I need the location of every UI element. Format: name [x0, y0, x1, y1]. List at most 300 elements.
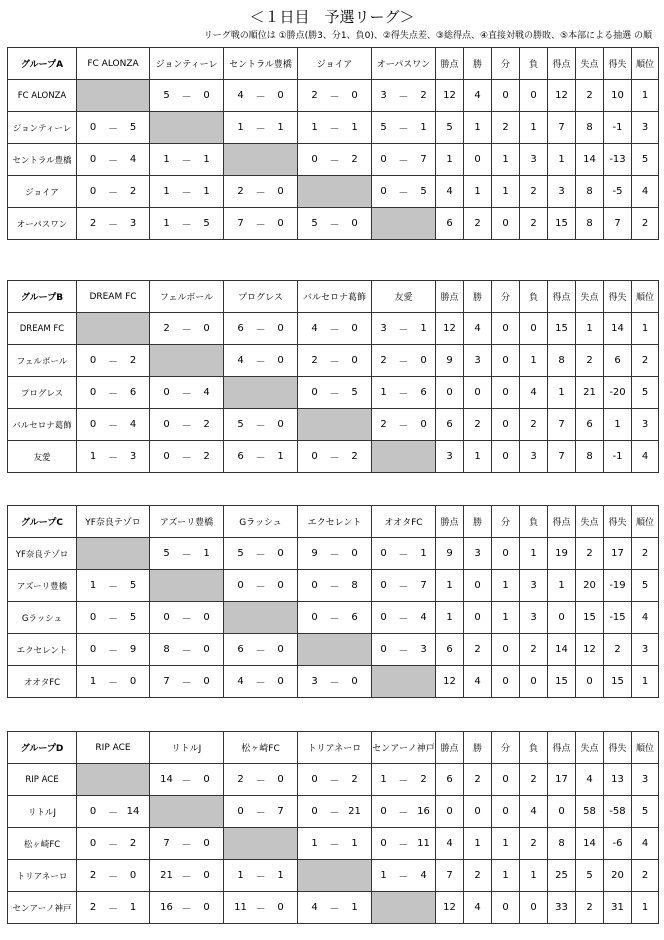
score-dash: － — [255, 124, 266, 135]
goals-for: 2 — [380, 355, 387, 366]
table-row — [8, 80, 659, 112]
goals-against: 0 — [351, 323, 358, 334]
self-match-cell — [150, 796, 224, 828]
stat-value: 1 — [520, 860, 548, 892]
score-dash: － — [398, 389, 409, 400]
goals-against: 2 — [351, 774, 358, 785]
table-row — [8, 796, 659, 828]
score-dash: － — [329, 156, 340, 167]
opponent-header: フェルボール — [150, 281, 224, 313]
goals-for: 0 — [237, 806, 244, 817]
goals-against: 5 — [129, 612, 137, 623]
self-match-cell — [372, 208, 436, 240]
goals-against: 2 — [420, 774, 427, 785]
score-dash: － — [329, 357, 340, 368]
goals-against: 1 — [351, 122, 358, 133]
match-score — [224, 570, 298, 602]
stat-header: 得点 — [548, 732, 576, 764]
match-score — [77, 860, 150, 892]
stat-value: 0 — [492, 892, 520, 924]
goals-against: 0 — [277, 323, 284, 334]
group-name: グループA — [8, 48, 77, 80]
stat-value: 7 — [548, 409, 576, 441]
stat-value: 17 — [604, 538, 632, 570]
match-score — [224, 764, 298, 796]
score-dash: － — [398, 582, 409, 593]
score-dash: － — [398, 124, 409, 135]
league-table-2 — [7, 280, 659, 473]
stat-value: 1 — [436, 602, 464, 634]
stat-value: -1 — [604, 112, 632, 144]
stat-value: 14 — [604, 313, 632, 345]
goals-for: 8 — [163, 644, 170, 655]
stat-value: -20 — [604, 377, 632, 409]
stat-value: 9 — [436, 538, 464, 570]
goals-for: 5 — [380, 122, 387, 133]
score-dash: － — [181, 188, 192, 199]
goals-for: 0 — [311, 612, 318, 623]
table-row — [8, 409, 659, 441]
stat-value: 0 — [492, 345, 520, 377]
goals-against: 14 — [126, 806, 140, 817]
goals-against: 0 — [129, 870, 137, 881]
match-score — [298, 377, 372, 409]
goals-for: 4 — [311, 323, 318, 334]
match-score — [372, 313, 436, 345]
score-dash: － — [398, 357, 409, 368]
stat-value: 15 — [548, 208, 576, 240]
team-name: RIP ACE — [8, 764, 77, 796]
stat-value: 2 — [520, 764, 548, 796]
score-dash: － — [329, 614, 340, 625]
opponent-header: 松ヶ崎FC — [224, 732, 298, 764]
score-dash: － — [329, 904, 340, 915]
score-dash: － — [255, 678, 266, 689]
goals-for: 0 — [89, 154, 97, 165]
team-name: FC ALONZA — [8, 80, 77, 112]
goals-against: 3 — [129, 218, 137, 229]
team-name: ジョンティーレ — [8, 112, 77, 144]
goals-for: 0 — [311, 387, 318, 398]
group-name: グループC — [8, 506, 77, 538]
group-name: グループD — [8, 732, 77, 764]
stat-value: 7 — [436, 860, 464, 892]
goals-against: 0 — [420, 355, 427, 366]
match-score — [77, 828, 150, 860]
stat-header: 得失 — [604, 281, 632, 313]
stat-value: 0 — [492, 538, 520, 570]
match-score — [298, 796, 372, 828]
stat-value: 0 — [520, 313, 548, 345]
stat-value: 8 — [576, 112, 604, 144]
match-score — [77, 345, 150, 377]
score-dash: － — [398, 840, 409, 851]
score-dash: － — [255, 872, 266, 883]
stat-value: 0 — [520, 666, 548, 698]
goals-against: 0 — [203, 774, 210, 785]
team-name: プログレス — [8, 377, 77, 409]
stat-value: 15 — [604, 666, 632, 698]
goals-for: 0 — [380, 548, 387, 559]
score-dash: － — [255, 453, 266, 464]
score-dash: － — [398, 188, 409, 199]
table-header-row — [8, 281, 659, 313]
goals-for: 7 — [163, 676, 170, 687]
stat-value: 0 — [464, 377, 492, 409]
stat-value: 0 — [492, 796, 520, 828]
self-match-cell — [298, 634, 372, 666]
goals-for: 0 — [311, 154, 318, 165]
goals-for: 2 — [311, 355, 318, 366]
table-row — [8, 208, 659, 240]
goals-against: 7 — [420, 154, 427, 165]
stat-value: 25 — [548, 860, 576, 892]
score-dash: － — [398, 646, 409, 657]
team-name: トリアネーロ — [8, 860, 77, 892]
stat-value: 1 — [632, 892, 659, 924]
table-row — [8, 538, 659, 570]
match-score — [372, 764, 436, 796]
match-score — [298, 144, 372, 176]
stat-value: 0 — [492, 441, 520, 473]
goals-for: 1 — [163, 218, 170, 229]
match-score — [77, 112, 150, 144]
score-dash: － — [181, 904, 192, 915]
stat-value: 2 — [464, 634, 492, 666]
stat-value: 3 — [520, 441, 548, 473]
goals-against: 0 — [277, 90, 284, 101]
goals-against: 4 — [203, 387, 210, 398]
goals-against: 5 — [203, 218, 210, 229]
score-dash: － — [108, 124, 118, 135]
team-name: エクセレント — [8, 634, 77, 666]
goals-against: 2 — [129, 838, 137, 849]
match-score — [224, 208, 298, 240]
goals-for: 1 — [380, 774, 387, 785]
match-score — [224, 409, 298, 441]
table-row — [8, 345, 659, 377]
table-row — [8, 144, 659, 176]
match-score — [150, 144, 224, 176]
goals-against: 5 — [129, 122, 137, 133]
match-score — [224, 345, 298, 377]
stat-value: 2 — [576, 345, 604, 377]
stat-value: 1 — [548, 377, 576, 409]
stat-value: 13 — [604, 764, 632, 796]
match-score — [298, 112, 372, 144]
match-score — [150, 666, 224, 698]
stat-value: 7 — [548, 441, 576, 473]
opponent-header: YF奈良テゾロ — [77, 506, 150, 538]
match-score — [150, 313, 224, 345]
stat-value: 2 — [520, 828, 548, 860]
goals-for: 2 — [311, 90, 318, 101]
match-score — [298, 313, 372, 345]
goals-for: 0 — [311, 774, 318, 785]
goals-against: 3 — [129, 451, 137, 462]
stat-header: 勝点 — [436, 281, 464, 313]
team-name: YF奈良テゾロ — [8, 538, 77, 570]
team-name: リトルJ — [8, 796, 77, 828]
goals-against: 1 — [277, 451, 284, 462]
stat-value: 0 — [576, 666, 604, 698]
goals-for: 0 — [89, 387, 97, 398]
match-score — [372, 176, 436, 208]
score-dash: － — [329, 550, 340, 561]
stat-value: 1 — [632, 313, 659, 345]
goals-for: 0 — [311, 580, 318, 591]
stat-value: 4 — [632, 176, 659, 208]
score-dash: － — [108, 808, 118, 819]
goals-for: 1 — [163, 154, 170, 165]
score-dash: － — [329, 453, 340, 464]
stat-header: 得失 — [604, 732, 632, 764]
stat-value: 1 — [464, 441, 492, 473]
score-dash: － — [329, 840, 340, 851]
match-score — [298, 345, 372, 377]
table-row — [8, 860, 659, 892]
goals-against: 0 — [277, 355, 284, 366]
goals-against: 0 — [203, 902, 210, 913]
goals-against: 0 — [351, 355, 358, 366]
score-dash: － — [255, 92, 266, 103]
stat-value: 0 — [492, 634, 520, 666]
match-score — [224, 80, 298, 112]
match-score — [298, 892, 372, 924]
score-dash: － — [108, 389, 118, 400]
match-score — [77, 666, 150, 698]
goals-against: 0 — [420, 419, 427, 430]
stat-value: 1 — [464, 828, 492, 860]
stat-value: 1 — [464, 176, 492, 208]
goals-for: 14 — [160, 774, 173, 785]
score-dash: － — [329, 389, 340, 400]
stat-value: 8 — [576, 208, 604, 240]
stat-value: -15 — [604, 602, 632, 634]
team-name: 友愛 — [8, 441, 77, 473]
goals-for: 0 — [380, 154, 387, 165]
match-score — [224, 860, 298, 892]
goals-for: 0 — [380, 806, 387, 817]
score-dash: － — [398, 421, 409, 432]
stat-value: 0 — [492, 313, 520, 345]
score-dash: － — [398, 614, 409, 625]
goals-for: 3 — [380, 90, 387, 101]
score-dash: － — [108, 188, 118, 199]
goals-for: 16 — [160, 902, 173, 913]
stat-value: 4 — [464, 666, 492, 698]
score-dash: － — [181, 872, 192, 883]
match-score — [372, 634, 436, 666]
self-match-cell — [372, 441, 436, 473]
goals-for: 0 — [163, 387, 170, 398]
table-row — [8, 176, 659, 208]
score-dash: － — [398, 550, 409, 561]
stat-value: 0 — [548, 602, 576, 634]
stat-value: 12 — [576, 634, 604, 666]
match-score — [298, 666, 372, 698]
stat-header: 得点 — [548, 281, 576, 313]
stat-value: 1 — [464, 112, 492, 144]
match-score — [150, 634, 224, 666]
stat-value: 2 — [632, 345, 659, 377]
goals-against: 1 — [203, 154, 210, 165]
stat-value: 15 — [548, 666, 576, 698]
score-dash: － — [329, 92, 340, 103]
score-dash: － — [398, 156, 409, 167]
stat-value: 0 — [520, 80, 548, 112]
stat-header: 得失 — [604, 48, 632, 80]
score-dash: － — [108, 646, 118, 657]
match-score — [224, 538, 298, 570]
stat-header: 負 — [520, 732, 548, 764]
goals-for: 6 — [237, 323, 244, 334]
match-score — [150, 176, 224, 208]
score-dash: － — [255, 582, 266, 593]
group-name: グループB — [8, 281, 77, 313]
score-dash: － — [181, 421, 192, 432]
stat-value: 5 — [632, 796, 659, 828]
match-score — [150, 538, 224, 570]
stat-value: 6 — [436, 208, 464, 240]
goals-against: 0 — [277, 644, 284, 655]
stat-value: 14 — [576, 144, 604, 176]
stat-header: 失点 — [576, 506, 604, 538]
score-dash: － — [329, 678, 340, 689]
stat-value: -58 — [604, 796, 632, 828]
stat-header: 負 — [520, 506, 548, 538]
match-score — [77, 176, 150, 208]
goals-against: 4 — [129, 419, 137, 430]
match-score — [298, 764, 372, 796]
opponent-header: FC ALONZA — [77, 48, 150, 80]
goals-for: 4 — [237, 355, 244, 366]
score-dash: － — [108, 582, 118, 593]
score-dash: － — [255, 904, 266, 915]
goals-against: 5 — [420, 186, 427, 197]
stat-value: 6 — [436, 409, 464, 441]
match-score — [224, 666, 298, 698]
match-score — [298, 602, 372, 634]
stat-value: 1 — [436, 144, 464, 176]
match-score — [77, 377, 150, 409]
goals-against: 0 — [277, 419, 284, 430]
score-dash: － — [181, 325, 192, 336]
goals-for: 11 — [234, 902, 247, 913]
score-dash: － — [181, 840, 192, 851]
score-dash: － — [398, 776, 409, 787]
goals-against: 2 — [420, 90, 427, 101]
goals-for: 2 — [237, 186, 244, 197]
goals-against: 6 — [420, 387, 427, 398]
stat-value: 5 — [576, 860, 604, 892]
goals-for: 1 — [237, 122, 244, 133]
stat-value: -5 — [604, 176, 632, 208]
stat-value: 2 — [464, 764, 492, 796]
stat-value: 4 — [632, 602, 659, 634]
goals-for: 4 — [311, 902, 318, 913]
stat-value: 19 — [548, 538, 576, 570]
stat-value: 14 — [576, 828, 604, 860]
stat-value: 4 — [436, 176, 464, 208]
goals-for: 0 — [89, 838, 97, 849]
score-dash: － — [398, 808, 409, 819]
goals-against: 0 — [277, 774, 284, 785]
table-row — [8, 764, 659, 796]
stat-value: 1 — [520, 538, 548, 570]
opponent-header: オオタFC — [372, 506, 436, 538]
goals-for: 9 — [311, 548, 318, 559]
goals-for: 6 — [237, 644, 244, 655]
stat-value: 3 — [520, 602, 548, 634]
stat-value: 9 — [436, 345, 464, 377]
goals-against: 1 — [420, 323, 427, 334]
goals-against: 5 — [351, 387, 358, 398]
stat-value: 5 — [632, 144, 659, 176]
goals-for: 0 — [380, 186, 387, 197]
match-score — [372, 602, 436, 634]
stat-value: 1 — [548, 570, 576, 602]
stat-value: 0 — [492, 409, 520, 441]
score-dash: － — [255, 776, 266, 787]
goals-for: 6 — [237, 451, 244, 462]
match-score — [224, 796, 298, 828]
table-row — [8, 666, 659, 698]
stat-header: 順位 — [632, 281, 659, 313]
match-score — [77, 892, 150, 924]
stat-value: 3 — [632, 634, 659, 666]
goals-against: 0 — [203, 838, 210, 849]
goals-against: 21 — [348, 806, 361, 817]
score-dash: － — [398, 92, 409, 103]
goals-for: 1 — [380, 870, 387, 881]
opponent-header: センアーノ神戸 — [372, 732, 436, 764]
goals-against: 0 — [351, 218, 358, 229]
stat-value: 2 — [520, 409, 548, 441]
goals-against: 9 — [129, 644, 137, 655]
stat-value: 0 — [492, 377, 520, 409]
goals-against: 11 — [417, 838, 430, 849]
stat-value: 1 — [492, 144, 520, 176]
goals-for: 0 — [89, 612, 97, 623]
goals-for: 0 — [163, 451, 170, 462]
stat-value: 0 — [464, 602, 492, 634]
goals-for: 0 — [89, 122, 97, 133]
stat-value: 2 — [632, 860, 659, 892]
stat-value: 7 — [604, 208, 632, 240]
match-score — [77, 208, 150, 240]
goals-against: 0 — [203, 90, 210, 101]
match-score — [372, 538, 436, 570]
goals-against: 1 — [420, 548, 427, 559]
goals-against: 1 — [203, 548, 210, 559]
stat-value: 1 — [632, 80, 659, 112]
match-score — [224, 634, 298, 666]
stat-value: 14 — [548, 634, 576, 666]
goals-against: 4 — [129, 154, 137, 165]
goals-against: 1 — [129, 902, 137, 913]
league-table-3 — [7, 505, 659, 698]
goals-for: 1 — [380, 387, 387, 398]
score-dash: － — [255, 421, 266, 432]
goals-against: 0 — [277, 186, 284, 197]
goals-against: 2 — [351, 451, 358, 462]
goals-against: 2 — [351, 154, 358, 165]
match-score — [150, 602, 224, 634]
score-dash: － — [329, 325, 340, 336]
table-row — [8, 441, 659, 473]
score-dash: － — [108, 872, 118, 883]
